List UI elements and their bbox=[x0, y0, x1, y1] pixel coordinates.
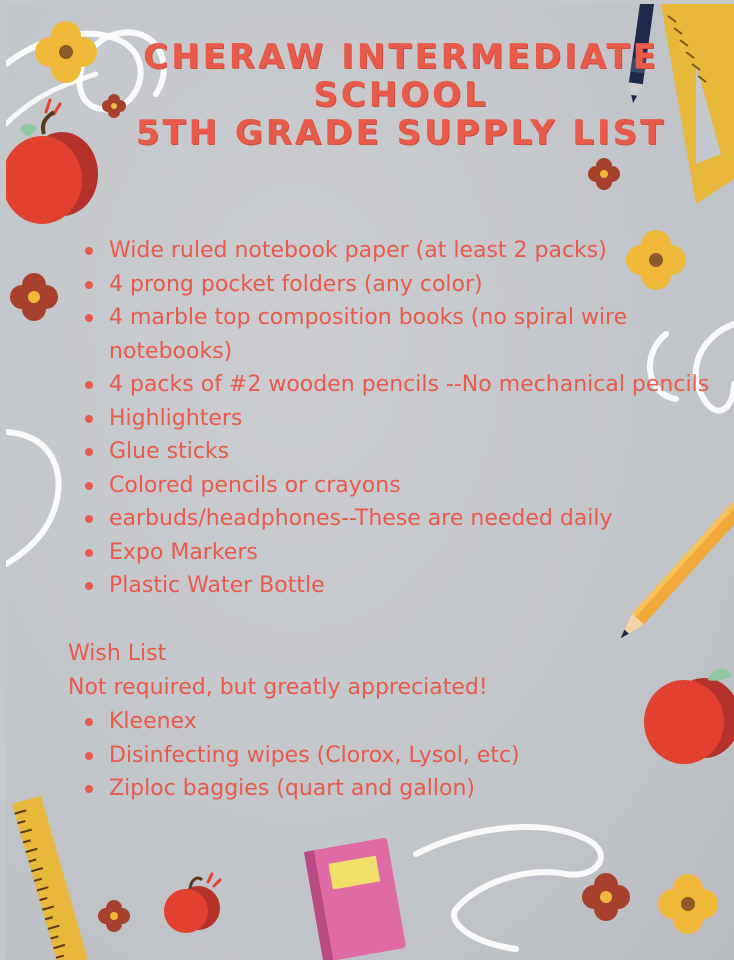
supply-item-continued: notebooks) bbox=[109, 338, 233, 364]
supply-list bbox=[68, 234, 734, 603]
title-line-3: 5TH GRADE SUPPLY LIST bbox=[135, 113, 667, 153]
ruler-icon bbox=[12, 796, 88, 960]
title-line-2: SCHOOL bbox=[313, 75, 489, 115]
supply-item: Highlighters bbox=[68, 402, 734, 436]
supply-item: 4 prong pocket folders (any color) bbox=[68, 268, 734, 302]
title-line-1: CHERAW INTERMEDIATE bbox=[143, 37, 659, 77]
supply-item: 4 packs of #2 wooden pencils --No mechanical pencils bbox=[68, 368, 734, 402]
supply-item: Expo Markers bbox=[68, 536, 734, 570]
flower-brown-top-right-icon bbox=[588, 158, 620, 190]
flower-brown-bottom-left-icon bbox=[98, 900, 130, 932]
flower-brown-left-icon bbox=[10, 273, 58, 321]
wish-list-heading: Wish List bbox=[68, 641, 167, 666]
supply-item: Colored pencils or crayons bbox=[68, 469, 734, 503]
supply-item: 4 marble top composition books (no spiral wire bbox=[68, 301, 734, 335]
chalk-swirl-bottom-icon bbox=[416, 827, 601, 949]
flower-brown-bottom-right-icon bbox=[582, 873, 630, 921]
wish-item: Ziploc baggies (quart and gallon) bbox=[68, 772, 668, 806]
apple-small-bottom-icon bbox=[164, 874, 220, 933]
wish-list-subheading: Not required, but greatly appreciated! bbox=[68, 675, 488, 700]
notebook-icon bbox=[304, 837, 406, 960]
supply-item: earbuds/headphones--These are needed daily bbox=[68, 502, 734, 536]
wish-item: Disinfecting wipes (Clorox, Lysol, etc) bbox=[68, 739, 668, 773]
supply-item: Plastic Water Bottle bbox=[68, 569, 734, 603]
chalk-swirl-left-icon bbox=[6, 432, 59, 564]
flyer-page bbox=[6, 4, 734, 960]
supply-item: Wide ruled notebook paper (at least 2 packs) bbox=[68, 234, 734, 268]
wish-list-items bbox=[68, 705, 668, 806]
wish-item: Kleenex bbox=[68, 705, 668, 739]
flower-yellow-bottom-right-icon bbox=[658, 874, 718, 934]
supply-item: Glue sticks bbox=[68, 435, 734, 469]
